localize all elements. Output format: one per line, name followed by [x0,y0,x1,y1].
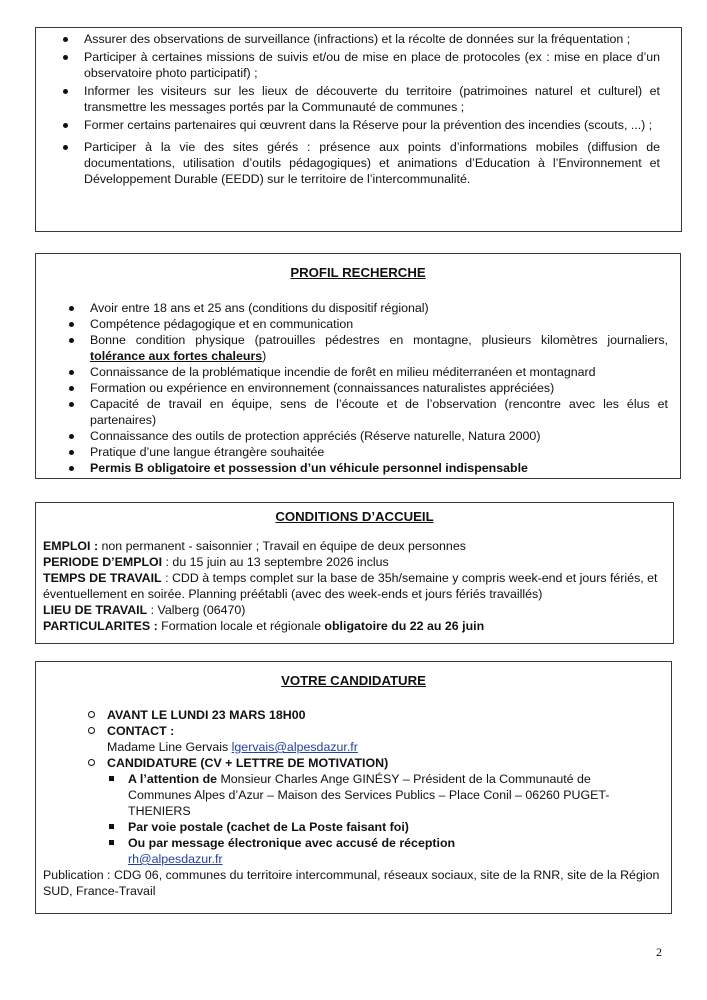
list-item: Connaissance des outils de protection appréciés (Réserve naturelle, Natura 2000) [49,428,668,444]
list-item: Avoir entre 18 ans et 25 ans (conditions du dispositif régional) [49,300,668,316]
dossier-item [86,755,646,771]
emploi-line [43,538,667,554]
section-title: VOTRE CANDIDATURE [281,673,426,688]
temps-value: : CDD à temps complet sur la base de 35h/semaine y compris week-end et jours fériés, et éventuellement en soirée. Planning préétabli (avec des week-ends et jours fériés travaillés) [43,571,658,601]
electronic-text: Ou par message électronique avec accusé de réception [128,836,456,850]
list-item: Participer à certaines missions de suivis et/ou de mise en place de protocoles (ex : mise en place d’un observatoire photo participatif) ; [43,49,660,81]
contact-name: Madame Line Gervais [107,740,232,754]
particularites-value: Formation locale et régionale [157,619,325,633]
attention-label: A l’attention de [128,772,218,786]
physique-end: ) [262,349,267,363]
list-item: Participer à la vie des sites gérés : présence aux points d’informations mobiles (diffusion de documentations, utilisation d’outils pédagogiques) et animations d’Education à l’Environnement et Développement Durable (EEDD) sur le territoire de l’intercommunalité. [43,139,660,187]
conditions-box [35,502,674,644]
attention-item [86,771,646,819]
particularites-bold: obligatoire du 22 au 26 juin [324,619,485,633]
particularites-line [43,618,667,634]
section-title: CONDITIONS D’ACCUEIL [275,509,434,524]
list-item [49,332,668,364]
list-item: Pratique d’une langue étrangère souhaitée [49,444,668,460]
profil-list [49,300,668,476]
publication-text [43,867,667,899]
missions-list [43,31,660,189]
attention-text: Monsieur Charles Ange GINÉSY – Président de la Communauté de Communes Alpes d’Azur – Maison des Services Publics – Place Conil – 06260 PUGET-THENIERS [128,772,610,818]
deadline-item [86,707,646,723]
list-item: Capacité de travail en équipe, sens de l’écoute et de l’observation (rencontre avec les élus et partenaires) [49,396,668,428]
list-item: Informer les visiteurs sur les lieux de découverte du territoire (patrimoines naturel et culturel) et transmettre les messages portés par la Communauté de communes ; [43,83,660,115]
temps-line [43,570,667,602]
contact-email-link[interactable]: lgervais@alpesdazur.fr [231,740,358,754]
candidature-list [86,707,646,867]
publication-line: Publication : CDG 06, communes du territoire intercommunal, réseaux sociaux, site de la RNR, site de la Région SUD, France-Travail [43,868,660,898]
list-item: Compétence pédagogique et en communication [49,316,668,332]
postal-text: Par voie postale (cachet de La Poste faisant foi) [128,820,409,834]
contact-item [86,723,646,739]
emploi-value: non permanent - saisonnier ; Travail en équipe de deux personnes [98,539,466,553]
list-item: Permis B obligatoire et possession d’un véhicule personnel indispensable [49,460,668,476]
candidature-box [35,661,672,914]
dossier-label: CANDIDATURE (CV + LETTRE DE MOTIVATION) [107,756,389,770]
rh-email-link[interactable]: rh@alpesdazur.fr [128,852,223,866]
periode-label: PERIODE D’EMPLOI [43,555,163,569]
contact-label: CONTACT : [107,724,175,738]
conditions-text [43,538,667,634]
page-number: 2 [656,945,662,959]
list-item: Former certains partenaires qui œuvrent dans la Réserve pour la prévention des incendies (scouts, ...) ; [43,117,660,133]
section-title: PROFIL RECHERCHE [290,265,426,280]
rh-email-line [86,851,646,867]
lieu-value: : Valberg (06470) [147,603,246,617]
physique-bold: tolérance aux fortes chaleurs [90,349,263,363]
electronic-item [86,835,646,851]
profil-box [35,253,681,479]
lieu-label: LIEU DE TRAVAIL [43,603,148,617]
physique-text: Bonne condition physique (patrouilles pédestres en montagne, plusieurs kilomètres journaliers, [90,333,668,347]
periode-value: : du 15 juin au 13 septembre 2026 inclus [162,555,389,569]
missions-box [35,27,682,232]
list-item: Formation ou expérience en environnement (connaissances naturalistes appréciées) [49,380,668,396]
temps-label: TEMPS DE TRAVAIL [43,571,162,585]
emploi-label: EMPLOI : [43,539,99,553]
postal-item [86,819,646,835]
list-item: Assurer des observations de surveillance (infractions) et la récolte de données sur la fréquentation ; [43,31,660,47]
particularites-label: PARTICULARITES : [43,619,158,633]
periode-line [43,554,667,570]
list-item: Connaissance de la problématique incendie de forêt en milieu méditerranéen et montagnard [49,364,668,380]
contact-line [86,739,646,755]
deadline-text: AVANT LE LUNDI 23 MARS 18H00 [107,708,306,722]
lieu-line [43,602,667,618]
